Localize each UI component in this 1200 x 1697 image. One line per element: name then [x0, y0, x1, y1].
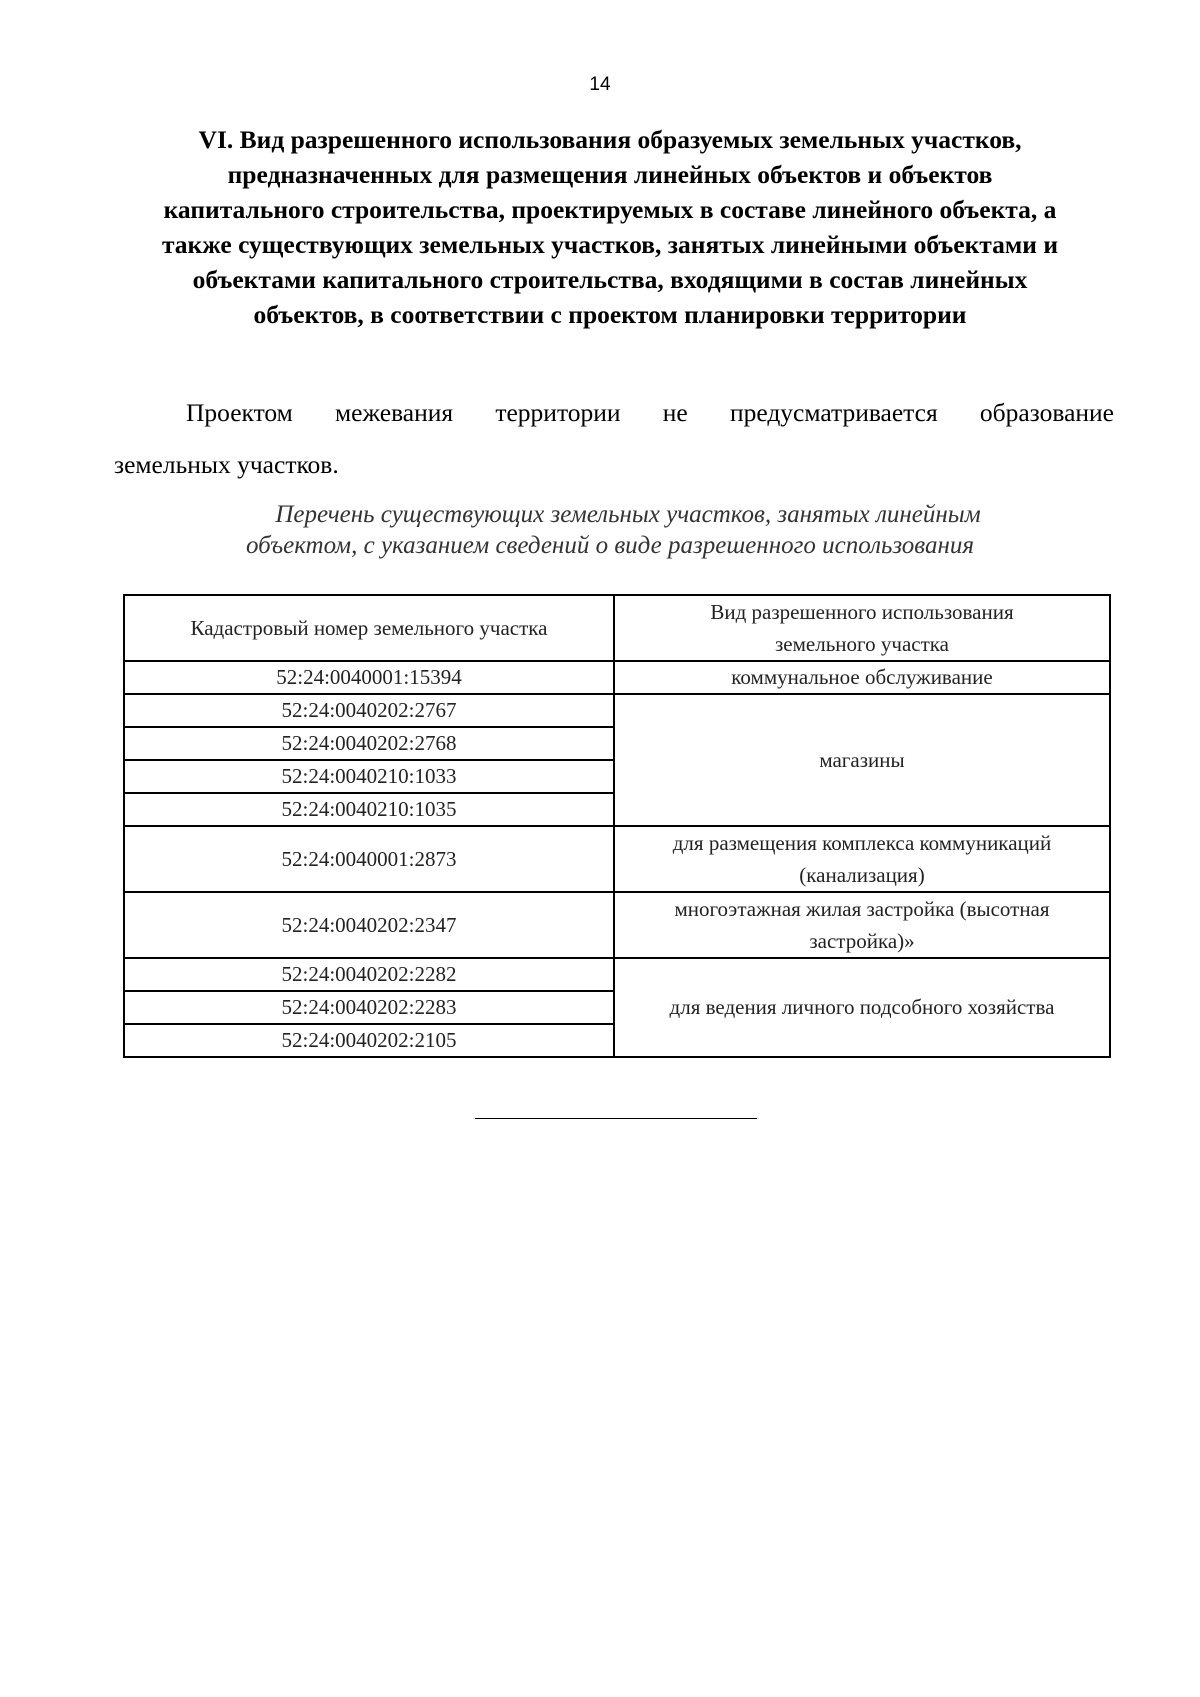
use-cell: [614, 826, 1110, 892]
use-line: (канализация): [799, 863, 925, 887]
table-row: [124, 892, 1110, 958]
header-cadastral: Кадастровый номер земельного участка: [124, 595, 614, 661]
table-row: [124, 694, 1110, 727]
section-heading: [110, 122, 1110, 332]
use-line: многоэтажная жилая застройка (высотная: [674, 897, 1050, 921]
parcels-table: [123, 594, 1111, 1058]
cadastral-cell: 52:24:0040210:1033: [124, 760, 614, 793]
heading-line: VI. Вид разрешенного использования образуемых земельных участков,: [198, 125, 1022, 154]
cadastral-cell: 52:24:0040202:2768: [124, 727, 614, 760]
use-line: застройка)»: [809, 929, 915, 953]
use-cell: для ведения личного подсобного хозяйства: [614, 958, 1110, 1057]
table-row: [124, 826, 1110, 892]
cadastral-cell: 52:24:0040202:2767: [124, 694, 614, 727]
header-use-line: земельного участка: [775, 632, 949, 656]
use-line: для размещения комплекса коммуникаций: [672, 831, 1052, 855]
page-number: 14: [589, 74, 611, 95]
caption-line: Перечень существующих земельных участков, занятых линейным: [275, 501, 981, 528]
cadastral-cell: 52:24:0040001:2873: [124, 826, 614, 892]
use-cell: магазины: [614, 694, 1110, 826]
table-caption: [110, 499, 1110, 561]
caption-line: объектом, с указанием сведений о виде разрешенного использования: [246, 532, 974, 559]
cadastral-cell: 52:24:0040202:2283: [124, 991, 614, 1024]
heading-line: предназначенных для размещения линейных объектов и объектов: [227, 160, 993, 189]
use-cell: [614, 892, 1110, 958]
header-use-line: Вид разрешенного использования: [710, 600, 1014, 624]
cadastral-cell: 52:24:0040210:1035: [124, 793, 614, 826]
heading-line: объектами капитального строительства, входящими в состав линейных: [192, 265, 1028, 294]
heading-line: объектов, в соответствии с проектом планировки территории: [253, 300, 967, 329]
table-row: [124, 958, 1110, 991]
heading-line: также существующих земельных участков, занятых линейными объектами и: [161, 230, 1059, 259]
table-header-row: [124, 595, 1110, 661]
cadastral-cell: 52:24:0040202:2282: [124, 958, 614, 991]
paragraph-line: Проектом межевания территории не предусматривается образование: [186, 398, 1114, 427]
end-divider: [475, 1118, 757, 1119]
table-row: [124, 661, 1110, 694]
cadastral-cell: 52:24:0040001:15394: [124, 661, 614, 694]
paragraph-line: земельных участков.: [114, 450, 339, 479]
cadastral-cell: 52:24:0040202:2105: [124, 1024, 614, 1057]
cadastral-cell: 52:24:0040202:2347: [124, 892, 614, 958]
heading-line: капитального строительства, проектируемых в составе линейного объекта, а: [163, 195, 1057, 224]
use-cell: коммунальное обслуживание: [614, 661, 1110, 694]
header-permitted-use: [614, 595, 1110, 661]
